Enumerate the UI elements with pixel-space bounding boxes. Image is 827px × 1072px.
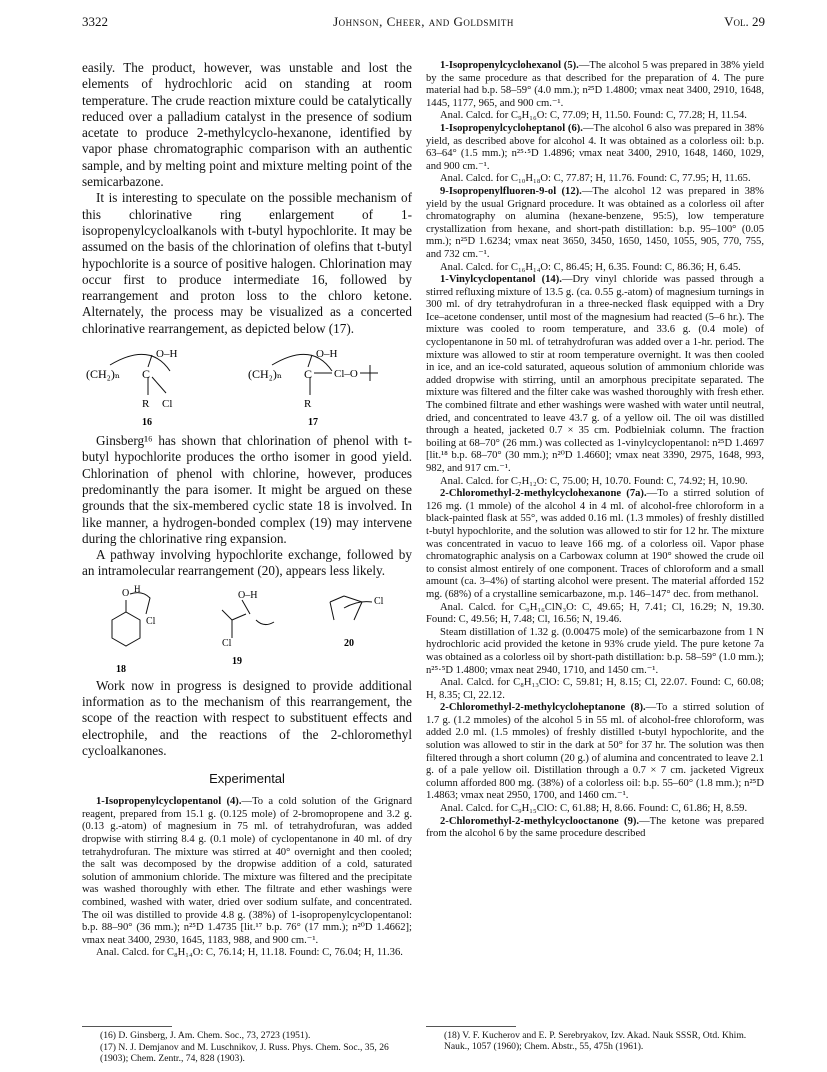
entry-title: 2-Chloromethyl-2-methylcyclohexanone (7a).: [440, 488, 647, 500]
entry-text: —Dry vinyl chloride was passed through a stirred refluxing mixture of 13.5 g. (ca. 0.55 g.-atom) of magnesium turnings in 300 ml. of dry tetrahydrofuran in a three-necked flask equipped with a Dry Ice–acetone condenser, until most of the magnesium had reacted (5–6 hr.). The mixture was cooled to room temperature, and 33.6 g. (0.4 mole) of cyclopentanone in 50 ml. of tetrahydrofuran was added over a 1-hr. period. The mixture was allowed to stir at room temperature overnight. It was then cooled in ice, and an ice-cold saturated, aqueous solution of ammonium chloride was added dropwise with stirring, until an amorphous precipitate separated. The mixture was filtered and the filter cake was washed thoroughly with fresh ether. The combined filtrate and ether washings were washed with water until neutral, dried, and concentrated to leave 43.7 g. of a yellow oil. The oil was distilled through a heated, jacketed 0.7 × 35 cm. Podbielniak column. The fraction boiling at 68–70° (26 mm.) was collected as 1-vinylcyclopentanol: n²⁵D 1.4697 [lit.¹⁸ b.p. 68–70° (30 mm.); n²⁰D 1.4660]; νmax neat 3390, 2975, 1648, 993, 982, and 917 cm.⁻¹.: [426, 274, 765, 474]
experimental-entry: [426, 702, 764, 803]
entry-text: —The alcohol 12 was prepared in 38% yield by the usual Grignard procedure. It was obtained as a colorless oil after chromatography on alumina (hexane-benzene, 95:5), low temperature crystallization from hexane, and short-path distillation: b.p. 95–100° (0.05 mm.); n²⁵D 1.6234; νmax neat 3650, 3450, 1650, 1450, 1055, 905, 770, 755, and 732 cm.⁻¹.: [426, 185, 764, 260]
entry-text: —The alcohol 6 also was prepared in 38% yield, as described above for alcohol 4. It was obtained as a colorless oil: b.p. 63–64° (1.5 mm.); n²⁵·⁵D 1.4896; νmax neat 3400, 2910, 1648, 1460, 1029, and 900 cm.⁻¹.: [426, 122, 764, 172]
r-group-label: R: [142, 398, 150, 411]
experimental-entry: [426, 123, 764, 173]
compound-20-label: 20: [344, 637, 354, 649]
page-number: 3322: [82, 14, 108, 29]
compound-19-label: 19: [232, 655, 242, 667]
experimental-entry: [82, 796, 412, 947]
carbon-atom: C: [304, 367, 313, 382]
scheme-18-19-20-drawing: [82, 580, 412, 678]
analysis-line: Anal. Calcd. for C₁₀H₁₈O: C, 77.87; H, 11.76. Found: C, 77.95; H, 11.65.: [440, 173, 751, 185]
footnote-rule: [82, 1026, 172, 1027]
entry-text: —To a stirred solution of 126 mg. (1 mmole) of the alcohol 4 in 4 ml. of alcohol-free chloroform in a black-painted flask at 55°, was added 0.16 ml. (1.3 mmoles) of freshly distilled t-butyl hypochlorite, and the solution was allowed to stir for 12 hr. The mixture was concentrated in vacuo to leave 166 mg. of a colorless oil. Vapor phase chromatographic analysis on a Carbowax column at 190° showed the crude oil to consist almost entirely of one component. Traces of chloroform and a small amount (ca. 3–4%) of starting alcohol were present. The material afforded 152 mg. (68%) of a crystalline semicarbazone, m.p. 146–147° dec. from methanol.: [426, 488, 764, 600]
entry-title: 1-Isopropenylcycloheptanol (6).: [440, 122, 583, 134]
paragraph: Steam distillation of 1.32 g. (0.00475 mole) of the semicarbazone from 1 N hydrochloric acid provided the ketone in 93% crude yield. The pure ketone 7a was obtained as a colorless oil by short-path distillation: b.p. 58–59° (1.0 mm.); n²⁵·⁵D 1.4800; νmax neat 2940, 1710, and 1450 cm.⁻¹.: [426, 626, 764, 676]
chlorine-label: Cl: [162, 398, 173, 411]
ring-label: (CH₂)ₙ: [248, 367, 283, 382]
chlorine-label: Cl: [146, 615, 156, 627]
r-group-label: R: [304, 398, 312, 411]
entry-title: 9-Isopropenylfluoren-9-ol (12).: [440, 185, 582, 197]
entry-text: —The ketone was prepared from the alcohol 6 by the same procedure described: [426, 815, 764, 840]
experimental-entry: [426, 488, 764, 601]
paragraph: Work now in progress is designed to provide additional information as to the mechanism of this rearrangement, the scope of the reaction with respect to substituent effects and electrophile, and the reactions of the 2-chloromethyl cycloalkanones.: [82, 677, 412, 758]
entry-text: —The alcohol 5 was prepared in 38% yield by the same procedure as that described for the preparation of 4. The pure material had b.p. 58–59° (4.0 mm.); n²⁵D 1.4800; νmax neat 3400, 2910, 1648, 1445, 1177, 965, and 900 cm.⁻¹.: [426, 60, 764, 109]
o-atom-label: O: [122, 587, 130, 599]
entry-title: 1-Isopropenylcyclopentanol (4).: [96, 796, 242, 808]
paragraph: It is interesting to speculate on the possible mechanism of this chlorinative ring enlargement of 1-isopropenylcycloalkanols with t-butyl hypochlorite. It may be assumed on the basis of the chlorination of olefins that t-butyl hypochlorite is a source of positive halogen. Chlorination may occur first to produce intermediate 16, followed by rearrangement and proton loss to the chloro ketone. Alternately, the process may be visualized as a concerted chlorinative rearrangement, as depicted below (17).: [82, 190, 412, 336]
hydroxyl-label: O–H: [238, 589, 258, 601]
hydroxyl-label: O–H: [156, 348, 178, 361]
page-header: [82, 14, 765, 34]
experimental-entry: [426, 816, 764, 841]
entry-title: 2-Chloromethyl-2-methylcycloheptanone (8).: [440, 702, 646, 714]
compound-18-label: 18: [116, 663, 126, 675]
carbon-atom: C: [142, 367, 151, 382]
compound-16-label: 16: [142, 417, 152, 429]
paragraph: easily. The product, however, was unstable and lost the elements of hydrochloric acid on standing at room temperature. The crude reaction mixture could be catalytically reduced over a palladium catalyst in the presence of sodium acetate to produce 2-methylcyclo-hexanone, identified by vapor phase chromatographic comparison with an authentic sample, and by melting point and mixture melting point of the semicarbazone.: [82, 60, 412, 190]
experimental-entry: [426, 186, 764, 262]
analysis-line: Anal. Calcd. for C₈H₁₃ClO: C, 59.81; H, 8.15; Cl, 22.07. Found: C, 60.08; H, 8.35; Cl, 22.12.: [426, 677, 764, 701]
scheme-18-19-20: [82, 580, 412, 678]
paragraph: A pathway involving hypochlorite exchange, followed by an intramolecular rearrangement (20), appears less likely.: [82, 547, 412, 579]
section-heading: Experimental: [209, 771, 285, 787]
scheme-16-17-drawing: [82, 337, 412, 433]
hydroxyl-label: O–H: [316, 348, 338, 361]
experimental-entry: [426, 60, 764, 110]
analysis-line: Anal. Calcd. for C₇H₁₂O: C, 75.00; H, 10.70. Found: C, 74.92; H, 10.90.: [440, 475, 748, 487]
right-column: [426, 60, 764, 841]
hypochlorite-label: Cl–O: [334, 368, 358, 381]
experimental-entry: [426, 274, 764, 476]
ring-label: (CH₂)ₙ: [86, 367, 121, 382]
paragraph: Ginsberg¹⁶ has shown that chlorination of phenol with t-butyl hypochlorite produces the ortho isomer in good yield. Chlorination of phenol with chlorine, however, produces predominantly the para isomer. It might be argued on these grounds that the six-membered cyclic state 18 is involved. In like manner, a hydrogen-bonded complex (19) may intervene during the chlorinative ring expansion.: [82, 433, 412, 546]
chlorine-label: Cl: [374, 595, 384, 607]
footnote-18: (18) V. F. Kucherov and E. P. Serebryakov, Izv. Akad. Nauk SSSR, Otd. Khim. Nauk., 1057 (1960); Chem. Abstr., 55, 475h (1961).: [444, 1030, 747, 1053]
footnote-16: (16) D. Ginsberg, J. Am. Chem. Soc., 73, 2723 (1951).: [100, 1030, 311, 1041]
volume-label: Vol. 29: [724, 14, 765, 29]
entry-title: 2-Chloromethyl-2-methylcyclooctanone (9).: [440, 815, 640, 827]
footnote-17: (17) N. J. Demjanov and M. Luschnikov, J. Russ. Phys. Chem. Soc., 35, 26 (1903); Chem. Zentr., 74, 828 (1903).: [100, 1042, 389, 1065]
analysis-line: Anal. Calcd. for C₉H₁₆O: C, 77.09; H, 11.50. Found: C, 77.28; H, 11.54.: [440, 110, 747, 122]
compound-17-label: 17: [308, 417, 318, 429]
analysis-line: Anal. Calcd. for C₉H₁₅ClO: C, 61.88; H, 8.66. Found: C, 61.86; H, 8.59.: [440, 803, 748, 815]
running-head: Johnson, Cheer, and Goldsmith: [333, 14, 514, 29]
entry-title: 1-Vinylcyclopentanol (14).: [440, 274, 562, 286]
entry-title: 1-Isopropenylcyclohexanol (5).: [440, 60, 579, 71]
analysis-line: Anal. Calcd. for C₈H₁₄O: C, 76.14; H, 11.18. Found: C, 76.04; H, 11.36.: [96, 947, 403, 959]
analysis-line: Anal. Calcd. for C₁₆H₁₄O: C, 86.45; H, 6.35. Found: C, 86.36; H, 6.45.: [440, 261, 741, 273]
chlorine-label: Cl: [222, 637, 232, 649]
scheme-16-17: [82, 337, 412, 433]
footnote-rule: [426, 1026, 516, 1027]
left-column: [82, 60, 412, 960]
h-atom-label: H: [134, 583, 141, 594]
analysis-line: Anal. Calcd. for C₉H₁₆ClN₃O: C, 49.65; H, 7.41; Cl, 16.29; N, 19.30. Found: C, 49.56; H, 7.48; Cl, 16.56; N, 19.46.: [426, 601, 764, 626]
entry-text: —To a cold solution of the Grignard reagent, prepared from 15.1 g. (0.125 mole) of 2-bromopropene and 3.2 g. (0.13 g.-atom) of magnesium in 75 ml. of tetrahydrofuran, was added dropwise with stirring 8.4 g. (0.1 mole) of cyclopentanone in 40 ml. of dry tetrahydrofuran. The mixture was stirred at 40° overnight and then cooled; the salt was decomposed by the dropwise addition of a cold, saturated solution of ammonium chloride. The mixture was filtered and the precipitate was washed thoroughly with ether. The filtrate and ether washings were combined, washed with water, dried over sodium sulfate, and concentrated. The oil was distilled to provide 4.8 g. (38%) of 1-isopropenylcyclopentanol: b.p. 88–90° (36 mm.); n²⁵D 1.4735 [lit.¹⁷ b.p. 76° (17 mm.); n²⁰D 1.4662]; νmax neat 3400, 2930, 1645, 1183, 988, and 900 cm.⁻¹.: [82, 796, 412, 946]
entry-text: —To a stirred solution of 1.7 g. (1.2 mmoles) of the alcohol 5 in 55 ml. of alcohol-free chloroform, was added 2.0 ml. (1.5 mmoles) of freshly distilled t-butyl hypochlorite, and the solution was allowed to stir in the dark at 50° for 37 hr. The solution was then filtered through a short column (20 g.) of alumina and concentrated to leave 2.1 g. of a pale yellow oil. Distillation through a 0.7 × 7 cm. jacketed Vigreux column afforded 800 mg. (38%) of a colorless oil: b.p. 55–60° (1.8 mm.); n²⁵D 1.4863; νmax neat 2950, 1700, and 1460 cm.⁻¹.: [426, 702, 764, 802]
